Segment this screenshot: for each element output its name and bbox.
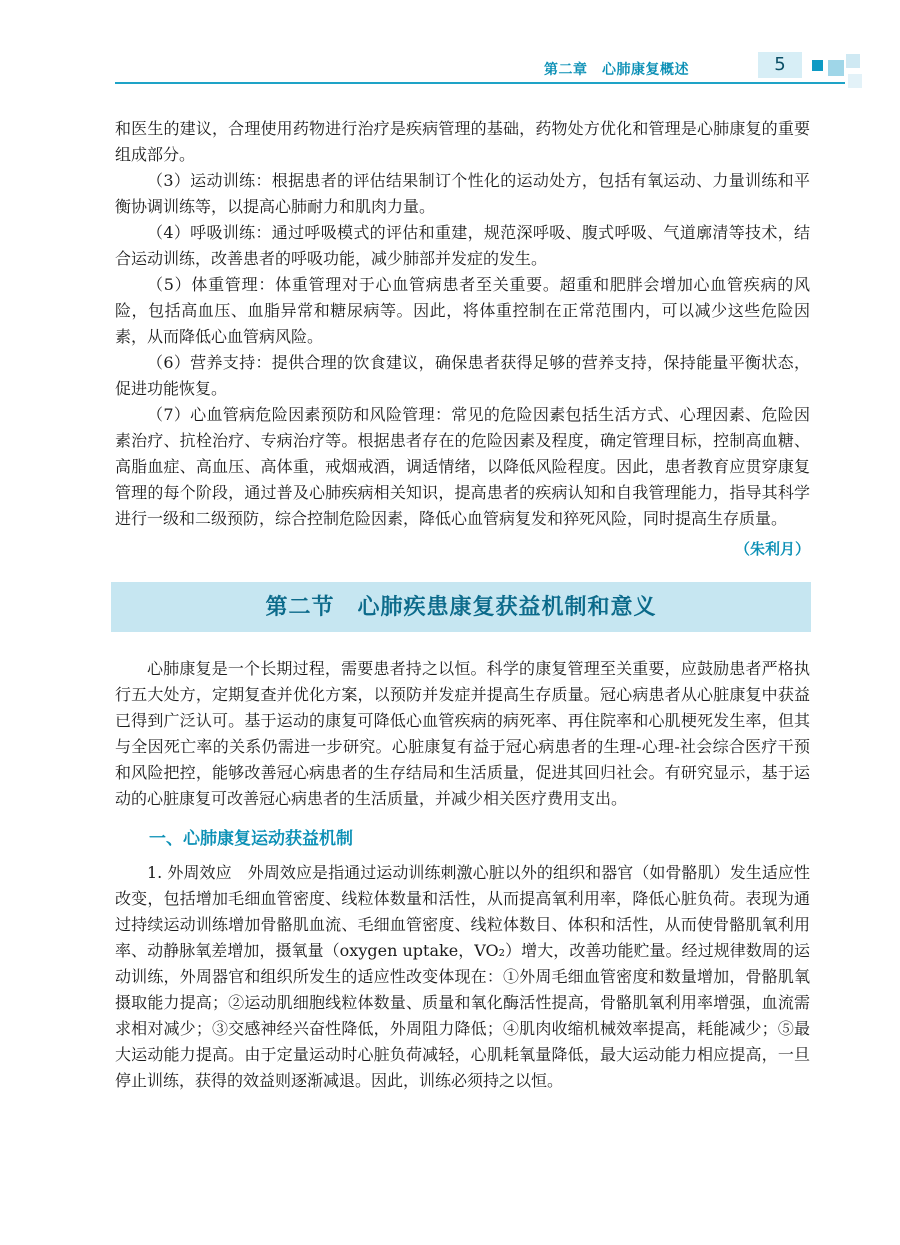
paragraph: （7）心血管病危险因素预防和风险管理：常见的危险因素包括生活方式、心理因素、危险因素治疗、抗栓治疗、专病治疗等。根据患者存在的危险因素及程度，确定管理目标，控制高血糖、高脂血症、高血压、高体重，戒烟戒酒，调适情绪，以降低风险程度。因此，患者教育应贯穿康复管理的每个阶段，通过普及心肺疾病相关知识，提高患者的疾病认知和自我管理能力，指导其科学进行一级和二级预防，综合控制危险因素，降低心血管病复发和猝死风险，同时提高生存质量。 bbox=[115, 405, 810, 528]
paragraph: （5）体重管理：体重管理对于心血管病患者至关重要。超重和肥胖会增加心血管疾病的风险，包括高血压、血脂异常和糖尿病等。因此，将体重控制在正常范围内，可以减少这些危险因素，从而降低心血管病风险。 bbox=[115, 275, 810, 346]
paragraph: 1. 外周效应 外周效应是指通过运动训练刺激心脏以外的组织和器官（如骨骼肌）发生适应性改变，包括增加毛细血管密度、线粒体数量和活性，从而提高氧利用率，降低心脏负荷。表现为通过持续运动训练增加骨骼肌血流、毛细血管密度、线粒体数目、体积和活性，从而使骨骼肌氧利用率、动静脉氧差增加，摄氧量（oxygen uptake，VO₂）增大，改善功能贮量。经过规律数周的运动训练，外周器官和组织所发生的适应性改变体现在：①外周毛细血管密度和数量增加，骨骼肌氧摄取能力提高；②运动肌细胞线粒体数量、质量和氧化酶活性提高，骨骼肌氧利用率增强，血流需求相对减少；③交感神经兴奋性降低，外周阻力降低；④肌肉收缩机械效率提高，耗能减少；⑤最大运动能力提高。由于定量运动时心脏负荷减轻，心肌耗氧量降低，最大运动能力相应提高，一旦停止训练，获得的效益则逐渐减退。因此，训练必须持之以恒。 bbox=[115, 863, 810, 1090]
header-divider bbox=[115, 82, 845, 84]
decorative-square bbox=[846, 54, 860, 68]
paragraph: 心肺康复是一个长期过程，需要患者持之以恒。科学的康复管理至关重要，应鼓励患者严格执行五大处方，定期复查并优化方案，以预防并发症并提高生存质量。冠心病患者从心脏康复中获益已得到广泛认可。基于运动的康复可降低心血管疾病的病死率、再住院率和心肌梗死发生率，但其与全因死亡率的关系仍需进一步研究。心脏康复有益于冠心病患者的生理-心理-社会综合医疗干预和风险把控，能够改善冠心病患者的生存结局和生活质量，促进其回归社会。有研究显示，基于运动的心脏康复可改善冠心病患者的生活质量，并减少相关医疗费用支出。 bbox=[115, 659, 810, 808]
paragraph: （4）呼吸训练：通过呼吸模式的评估和重建，规范深呼吸、腹式呼吸、气道廓清等技术，结合运动训练，改善患者的呼吸功能，减少肺部并发症的发生。 bbox=[115, 223, 810, 268]
paragraph: （6）营养支持：提供合理的饮食建议，确保患者获得足够的营养支持，保持能量平衡状态，促进功能恢复。 bbox=[115, 353, 810, 398]
page-header bbox=[0, 0, 900, 100]
page-body bbox=[115, 116, 810, 1094]
author-credit: （朱利月） bbox=[734, 540, 810, 558]
subheading: 一、心肺康复运动获益机制 bbox=[149, 829, 353, 849]
chapter-title: 第二章 心肺康复概述 bbox=[544, 62, 689, 78]
paragraph: （3）运动训练：根据患者的评估结果制订个性化的运动处方，包括有氧运动、力量训练和平衡协调训练等，以提高心肺耐力和肌肉力量。 bbox=[115, 171, 810, 216]
paragraph: 和医生的建议，合理使用药物进行治疗是疾病管理的基础，药物处方优化和管理是心肺康复的重要组成部分。 bbox=[115, 119, 810, 164]
section-title: 第二节 心肺疾患康复获益机制和意义 bbox=[111, 582, 811, 632]
decorative-square bbox=[812, 60, 823, 71]
decorative-square bbox=[828, 60, 844, 76]
decorative-square bbox=[848, 74, 862, 88]
page-number: 5 bbox=[758, 52, 802, 78]
